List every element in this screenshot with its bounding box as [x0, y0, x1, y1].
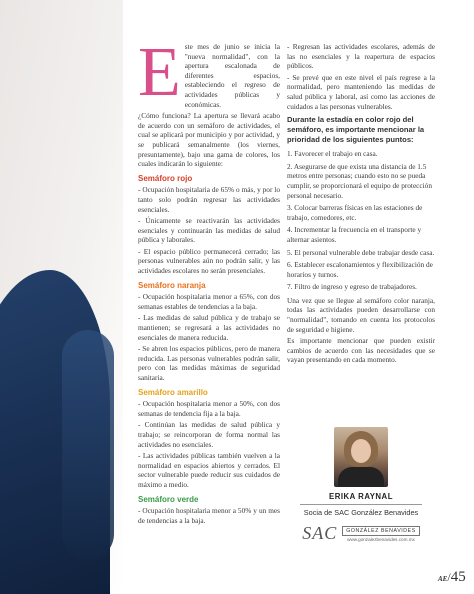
- semaforo-verde-item: - Ocupación hospitalaria menor a 50% y un mes de tendencias a la baja.: [138, 506, 280, 525]
- semaforo-naranja-item: - Las medidas de salud pública y de trabajo se mantienen; se regresará a las actividades no esenciales de manera reducida.: [138, 313, 280, 342]
- semaforo-verde-heading: Semáforo verde: [138, 494, 199, 504]
- priority-list: [287, 149, 435, 292]
- semaforo-amarillo-item: - Continúan las medidas de salud pública y trabajo; se reincorporan de forma normal las actividades no esenciales.: [138, 420, 280, 449]
- author-photo: [334, 427, 388, 487]
- semaforo-naranja-item: - Ocupación hospitalaria menor a 65%, con dos semanas estables de tendencias a la baja.: [138, 292, 280, 311]
- right-column: [287, 42, 435, 367]
- priority-point: 7. Filtro de ingreso y egreso de trabajadores.: [287, 282, 417, 292]
- priority-point: 1. Favorecer el trabajo en casa.: [287, 149, 378, 159]
- semaforo-amarillo-item: - Ocupación hospitalaria menor a 50%, con dos semanas de tendencia fija a la baja.: [138, 399, 280, 418]
- semaforo-rojo-item: - Únicamente se reactivarán las actividades esenciales y continuarán las medidas de salud pública y laborales.: [138, 216, 280, 245]
- left-column: [138, 34, 280, 527]
- priority-point: 2. Asegurarse de que exista una distancia de 1.5 metros entre personas; cuando esto no se pueda cumplir, se proporcionará el equipo de protección personal necesario.: [287, 161, 432, 200]
- priority-point: 5. El personal vulnerable debe trabajar desde casa.: [287, 247, 435, 257]
- author-block: [287, 427, 435, 544]
- author-divider: [300, 504, 422, 505]
- continuation-item: - Regresan las actividades escolares, además de las no esenciales y la reapertura de espacios públicos.: [287, 42, 435, 71]
- priority-point: 3. Colocar barreras físicas en las estaciones de trabajo, comedores, etc.: [287, 203, 423, 222]
- semaforo-naranja-heading: Semáforo naranja: [138, 280, 206, 290]
- semaforo-naranja-item: - Se abren los espacios públicos, pero de manera reducida. Las personas vulnerables podrán salir, pero con las medidas máximas de seguridad sanitaria.: [138, 344, 280, 382]
- closing-paragraph: Una vez que se llegue al semáforo color naranja, todas las actividades pueden desarrollarse con "normalidad", tomando en cuenta los protocolos de seguridad e higiene.: [287, 295, 435, 334]
- suit-sleeve-shape: [62, 330, 114, 560]
- priority-point: 6. Establecer escalonamientos y flexibilización de horarios y turnos.: [287, 260, 433, 279]
- intro-paragraph: ste mes de junio se inicia la "nueva normalidad", con la apertura escalonada de diferentes espacios, estableciendo el regreso de actividades públicas y económicas.: [184, 42, 280, 109]
- author-role: Socia de SAC González Benavides: [303, 508, 419, 517]
- intro-paragraph-2: ¿Cómo funciona? La apertura se llevará acabo de acuerdo con un semáforo de actividades, el cual se aplicará por municipio y por actividad, y se publicará semanalmente (los viernes, presuntamente), bajo una gama de colores, los cuales indicarán lo siguiente:: [138, 111, 280, 169]
- page-folio: AE/45: [438, 569, 466, 585]
- firm-logo-text: GONZÁLEZ BENAVIDES: [342, 526, 420, 536]
- priority-point: 4. Incrementar la frecuencia en el transporte y alternar asientos.: [287, 225, 422, 244]
- firm-url: www.gonzalezbenavides.com.mx: [347, 536, 415, 542]
- magazine-mark: AE: [438, 575, 448, 583]
- author-name: ERIKA RAYNAL: [329, 492, 393, 501]
- semaforo-rojo-item: - Ocupación hospitalaria de 65% o más, y por lo tanto solo podrán regresar las actividades esenciales.: [138, 185, 280, 214]
- continuation-item: - Se prevé que en este nivel el país regrese a la normalidad, pero manteniendo las medidas de salud pública y laboral, así como las acciones de cuidados a las personas vulnerables.: [287, 72, 435, 111]
- drop-cap: E: [138, 34, 181, 111]
- page-number: 45: [450, 569, 466, 585]
- semaforo-amarillo-item: - Las actividades públicas también vuelven a la normalidad en espacios abiertos y cerrados. El sector vulnerable puede reducir sus cuidados de máximo a medio.: [138, 451, 280, 489]
- cover-photo: [0, 0, 123, 594]
- firm-logo-mark: SAC: [302, 523, 338, 543]
- semaforo-amarillo-heading: Semáforo amarillo: [138, 387, 208, 397]
- closing-paragraph-2: Es importante mencionar que pueden existir cambios de acuerdo con las necesidades que se vayan presentando en cada momento.: [287, 336, 435, 365]
- semaforo-rojo-item: - El espacio público permanecerá cerrado; las personas vulnerables aún no podrán salir, y las actividades escolares no serán presenciales.: [138, 246, 280, 276]
- priority-lead: Durante la estadía en color rojo del semáforo, es importante mencionar la prioridad de los siguientes puntos:: [287, 115, 425, 145]
- firm-logo: [287, 523, 435, 544]
- semaforo-rojo-heading: Semáforo rojo: [138, 173, 193, 183]
